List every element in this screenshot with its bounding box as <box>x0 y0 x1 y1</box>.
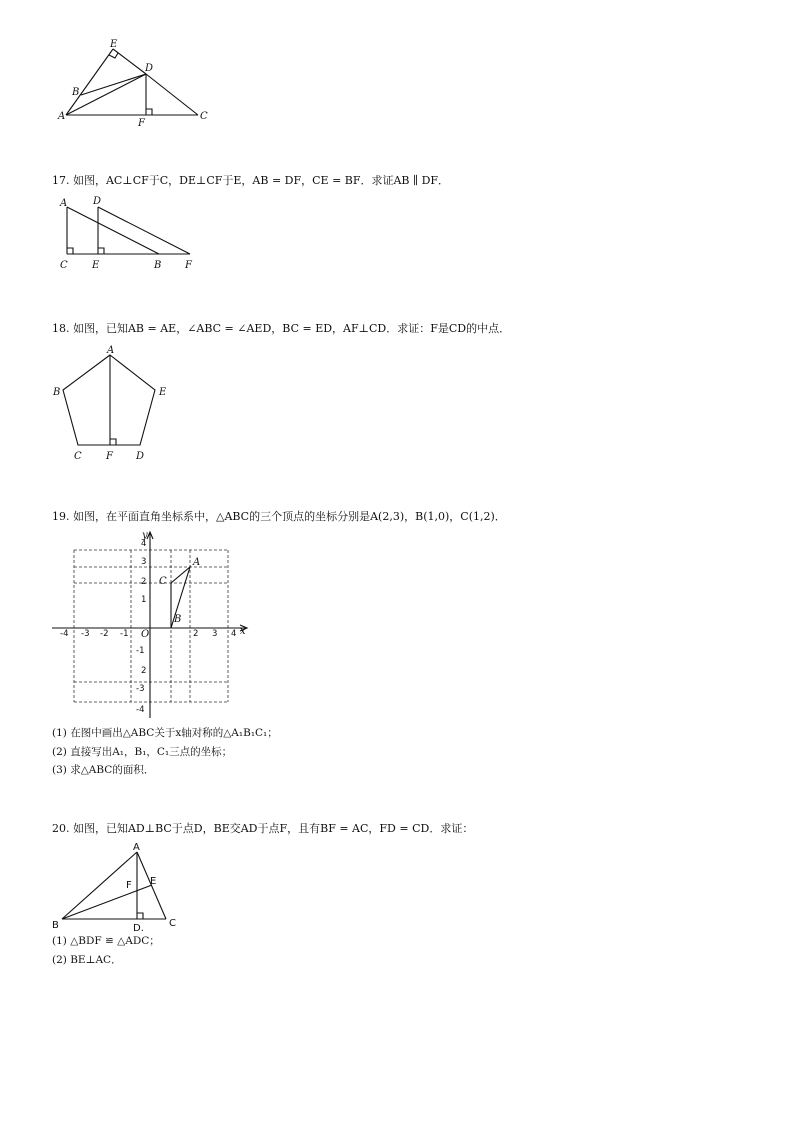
label-B: B <box>72 87 80 98</box>
label-F: F <box>106 451 113 462</box>
label-E: E <box>110 39 118 50</box>
label-A: A <box>58 111 66 122</box>
label-C: C <box>60 260 68 271</box>
label-B: B <box>154 260 162 271</box>
label-F: F <box>126 880 132 891</box>
label-D: D. <box>133 923 144 934</box>
point-C-label: C <box>159 576 167 587</box>
question-19-part-2: (2) 直接写出A₁，B₁，C₁三点的坐标； <box>52 746 233 758</box>
segment-BD <box>81 74 146 95</box>
x-tick-neg1: -1 <box>120 629 129 639</box>
right-angle-F <box>110 439 116 445</box>
question-18-text: 18. 如图，已知AB = AE，∠ABC = ∠AED，BC = ED，AF⊥CD．求证：F是CD的中点． <box>52 322 511 335</box>
label-A: A <box>107 345 115 356</box>
label-A: A <box>60 198 68 209</box>
question-20-text: 20. 如图，已知AD⊥BC于点D，BE交AD于点F，且有BF = AC，FD = CD．求证： <box>52 822 474 835</box>
segment-ED <box>113 49 146 74</box>
question-20-part-2: (2) BE⊥AC． <box>52 954 122 966</box>
right-angle-F <box>146 109 152 115</box>
right-angle-E <box>109 53 118 58</box>
label-D: D <box>93 196 102 207</box>
y-tick-2: 2 <box>141 577 147 587</box>
label-C: C <box>74 451 82 462</box>
label-C: C <box>169 918 176 929</box>
label-F: F <box>138 118 145 129</box>
x-tick-neg3: -3 <box>81 629 90 639</box>
label-F: F <box>185 260 192 271</box>
point-A-label: A <box>193 557 201 568</box>
y-tick-3: 3 <box>141 557 147 567</box>
label-E: E <box>150 876 157 887</box>
right-angle-E <box>98 248 104 254</box>
label-C: C <box>200 111 208 122</box>
figure-q19-coordinate-grid <box>50 530 255 720</box>
label-A: A <box>133 842 140 853</box>
label-B: B <box>52 920 59 931</box>
y-tick-4: 4 <box>141 539 147 549</box>
y-axis-label: y <box>142 530 148 541</box>
segment-BE <box>62 885 152 919</box>
x-tick-neg2: -2 <box>100 629 109 639</box>
label-D: D <box>145 63 154 74</box>
question-19-part-1: (1) 在图中画出△ABC关于x轴对称的△A₁B₁C₁； <box>52 727 278 739</box>
label-E: E <box>92 260 100 271</box>
x-tick-3: 3 <box>212 629 218 639</box>
y-tick-neg4: -4 <box>136 705 145 715</box>
label-B: B <box>53 387 61 398</box>
question-19-text: 19. 如图，在平面直角坐标系中，△ABC的三个顶点的坐标分别是A(2,3)，B(1,0)，C(1,2)． <box>52 510 506 523</box>
right-angle-C <box>67 248 73 254</box>
label-D: D <box>136 451 145 462</box>
question-19-part-3: (3) 求△ABC的面积． <box>52 764 155 776</box>
right-angle-D <box>137 913 143 919</box>
label-E: E <box>159 387 167 398</box>
x-tick-neg4: -4 <box>60 629 69 639</box>
question-20-part-1: (1) △BDF ≌ △ADC； <box>52 935 160 947</box>
segment-DC <box>146 74 198 115</box>
point-B-label: B <box>174 614 182 625</box>
x-tick-4: 4 <box>231 629 237 639</box>
y-tick-neg2: 2 <box>141 666 147 676</box>
y-tick-1: 1 <box>141 595 147 605</box>
figure-q18 <box>50 343 180 465</box>
figure-q17 <box>52 195 202 275</box>
origin-label: O <box>141 629 150 640</box>
y-tick-neg1: -1 <box>136 646 145 656</box>
x-axis-label: x <box>240 626 246 637</box>
figure-q20 <box>50 840 190 935</box>
question-17-text: 17. 如图，AC⊥CF于C，DE⊥CF于E，AB = DF，CE = BF．求证AB ∥ DF． <box>52 174 450 187</box>
figure-q16 <box>50 35 220 130</box>
segment-AE <box>66 49 113 115</box>
pentagon-ABCDE <box>63 355 155 445</box>
x-tick-2: 2 <box>193 629 199 639</box>
y-tick-neg3: -3 <box>136 684 145 694</box>
